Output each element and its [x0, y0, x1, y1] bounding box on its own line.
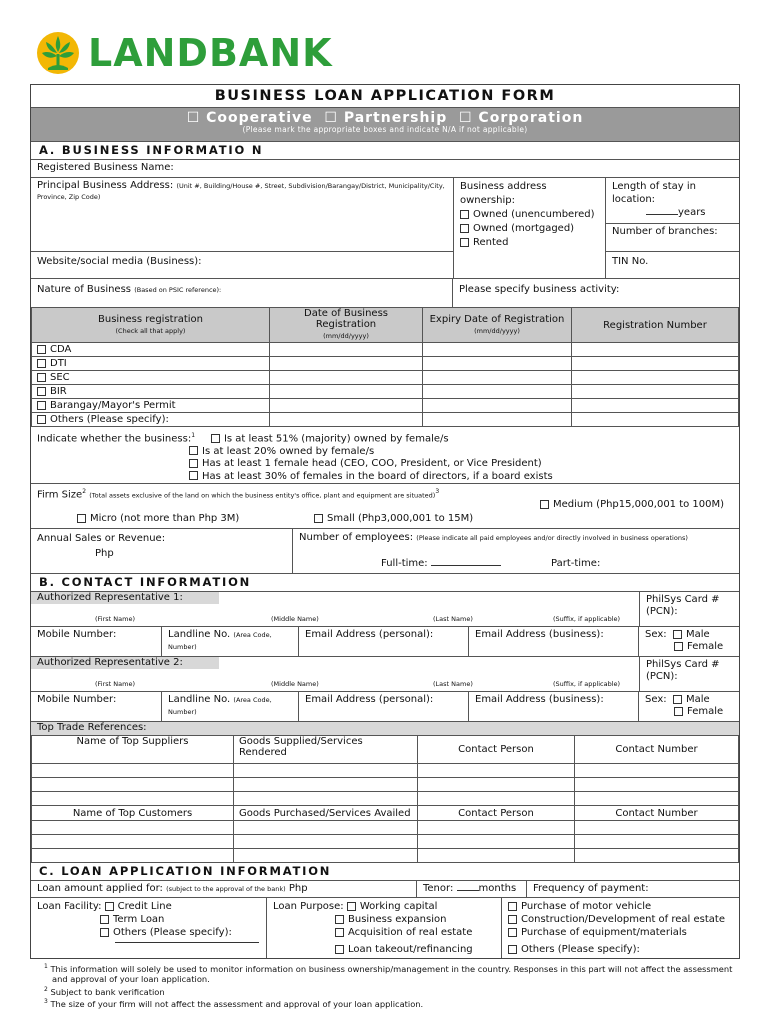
facility-option-others: Others (Please specify):: [113, 927, 232, 938]
nature-label: Nature of Business: [37, 284, 132, 295]
entity-checkbox-cooperative[interactable]: ☐: [186, 110, 207, 126]
reg-checkbox-dti[interactable]: [37, 359, 46, 368]
firm-option-micro: Micro (not more than Php 3M): [90, 513, 240, 524]
nature-hint: (Based on PSIC reference):: [134, 286, 222, 294]
ownership-checkbox-mortgaged[interactable]: [460, 224, 469, 233]
loan-application-form: [30, 84, 740, 959]
landbank-logo: [36, 28, 333, 78]
email-business-label: Email Address (business):: [475, 694, 604, 705]
rep2-landline-field[interactable]: [162, 692, 299, 721]
facility-checkbox-others[interactable]: [100, 928, 109, 937]
firm-checkbox-micro[interactable]: [77, 514, 86, 523]
reg-expiry-cell[interactable]: [423, 371, 572, 385]
supplier-header-name: Name of Top Suppliers: [32, 736, 234, 764]
annual-sales-field[interactable]: [31, 529, 293, 573]
table-row[interactable]: [32, 821, 739, 835]
entity-label-corporation: Corporation: [478, 110, 584, 126]
tenor-field[interactable]: [417, 881, 527, 897]
table-row[interactable]: [32, 778, 739, 792]
supplier-header-contact-person: Contact Person: [418, 736, 575, 764]
firm-checkbox-medium[interactable]: [540, 500, 549, 509]
tenor-label: Tenor:: [423, 883, 454, 894]
reg-header-number: Registration Number: [572, 308, 739, 343]
footnote-1: This information will solely be used to monitor information on business ownership/management in the country. Responses in this part will not affect the assessment and approval of your loan application.: [50, 963, 733, 985]
reg-number-cell[interactable]: [572, 357, 739, 371]
reg-date-cell[interactable]: [270, 357, 423, 371]
footnote-divider: [44, 958, 224, 959]
principal-address-field[interactable]: [31, 178, 453, 252]
loan-amount-label: Loan amount applied for:: [37, 883, 163, 894]
length-of-stay-label: Length of stay in location:: [612, 181, 696, 205]
rep1-email-business-field[interactable]: [469, 627, 639, 656]
firm-option-small: Small (Php3,000,001 to 15M): [327, 513, 474, 524]
table-row: [32, 399, 739, 413]
suppliers-table: [31, 735, 739, 863]
rep2-sex-group: [639, 692, 739, 721]
female-checkbox-board[interactable]: [189, 471, 198, 480]
mobile-label: Mobile Number:: [37, 629, 117, 640]
rep1-name-field[interactable]: [31, 592, 640, 626]
registration-table: [31, 307, 739, 427]
loan-amount-field[interactable]: [31, 881, 417, 897]
entity-checkbox-corporation[interactable]: ☐: [458, 110, 479, 126]
branches-label: Number of branches:: [612, 226, 718, 237]
sex-label: Sex:: [645, 694, 667, 705]
reg-expiry-cell[interactable]: [423, 413, 572, 427]
facility-option-term-loan: Term Loan: [113, 914, 165, 925]
entity-label-cooperative: Cooperative: [206, 110, 313, 126]
purpose-option-working-capital: Working capital: [359, 901, 438, 912]
last-name-hint: (Last Name): [433, 615, 473, 623]
female-label: Female: [687, 641, 724, 652]
customer-header-name: Name of Top Customers: [32, 806, 234, 821]
section-a-title: A. BUSINESS INFORMATIO N: [31, 142, 739, 160]
ownership-group: [454, 178, 606, 278]
female-checkbox-20[interactable]: [189, 446, 198, 455]
table-row: [32, 357, 739, 371]
employees-label: Number of employees:: [299, 532, 414, 543]
female-option-20: Is at least 20% owned by female/s: [202, 445, 375, 457]
table-row: [32, 343, 739, 357]
male-label: Male: [685, 694, 710, 705]
firm-checkbox-small[interactable]: [314, 514, 323, 523]
purpose-checkbox-others[interactable]: [508, 945, 517, 954]
reg-expiry-cell[interactable]: [423, 357, 572, 371]
email-personal-label: Email Address (personal):: [305, 629, 434, 640]
reg-number-cell[interactable]: [572, 371, 739, 385]
female-checkbox-head[interactable]: [189, 459, 198, 468]
purpose-option-real-estate: Acquisition of real estate: [348, 927, 473, 938]
landline-hint: (Area Code, Number): [168, 696, 272, 716]
customer-header-contact-person: Contact Person: [418, 806, 575, 821]
full-time-field[interactable]: Full-time:: [381, 557, 501, 571]
rep2-female-checkbox[interactable]: [674, 707, 683, 716]
website-label: Website/social media (Business):: [37, 256, 202, 267]
purpose-checkbox-motor-vehicle[interactable]: [508, 902, 517, 911]
ownership-option-unencumbered: Owned (unencumbered): [473, 209, 595, 220]
annual-sales-label: Annual Sales or Revenue:: [37, 533, 166, 544]
purpose-option-refinancing: Loan takeout/refinancing: [348, 944, 473, 955]
ownership-option-mortgaged: Owned (mortgaged): [473, 223, 575, 234]
rep2-email-personal-field[interactable]: [299, 692, 469, 721]
purpose-checkbox-expansion[interactable]: [335, 915, 344, 924]
customer-header-goods: Goods Purchased/Services Availed: [234, 806, 418, 821]
facility-option-credit-line: Credit Line: [117, 901, 172, 912]
purpose-checkbox-real-estate[interactable]: [335, 928, 344, 937]
employees-hint: (Please indicate all paid employees and/or directly involved in business operations): [416, 534, 688, 542]
reg-date-cell[interactable]: [270, 371, 423, 385]
reg-header-registration: Business registration (Check all that apply): [32, 308, 270, 343]
form-title: BUSINESS LOAN APPLICATION FORM: [31, 85, 739, 108]
footnote-3: The size of your firm will not affect the assessment and approval of your loan application.: [50, 998, 424, 1009]
entity-type-bar: [31, 108, 739, 142]
reg-item-sec: SEC: [50, 372, 70, 383]
rep1-landline-field[interactable]: [162, 627, 299, 656]
business-activity-field[interactable]: [453, 279, 739, 307]
last-name-hint: (Last Name): [433, 680, 473, 688]
reg-number-cell[interactable]: [572, 343, 739, 357]
reg-item-barangay: Barangay/Mayor's Permit: [50, 400, 176, 411]
middle-name-hint: (Middle Name): [271, 680, 319, 688]
reg-date-cell[interactable]: [270, 413, 423, 427]
trade-references-label: Top Trade References:: [31, 722, 739, 736]
table-row[interactable]: [32, 835, 739, 849]
reg-date-cell[interactable]: [270, 343, 423, 357]
reg-number-cell[interactable]: [572, 399, 739, 413]
part-time-field[interactable]: Part-time:: [551, 558, 601, 569]
middle-name-hint: (Middle Name): [271, 615, 319, 623]
branches-field[interactable]: [606, 224, 739, 252]
email-personal-label: Email Address (personal):: [305, 694, 434, 705]
first-name-hint: (First Name): [95, 615, 135, 623]
female-checkbox-51[interactable]: [211, 434, 220, 443]
suffix-hint: (Suffix, if applicable): [553, 680, 621, 688]
entity-note: (Please mark the appropriate boxes and indicate N/A if not applicable): [242, 125, 528, 134]
rep1-female-checkbox[interactable]: [674, 642, 683, 651]
firm-size-group: Firm Size$^2$ (Total assets exclusive of the land on which the business entity's office, plant and equipment are situated)$^3$ Micro (not more than Php 3M) Small (Php3,000,001 to 15M) Medium (Php15,000,001 to 100M): [37, 488, 725, 524]
table-row[interactable]: [32, 764, 739, 778]
purpose-checkbox-construction[interactable]: [508, 915, 517, 924]
philsys-label: PhilSys Card # (PCN):: [646, 659, 720, 682]
registered-name-field[interactable]: [31, 160, 739, 177]
reg-date-cell[interactable]: [270, 399, 423, 413]
reg-header-expiry: Expiry Date of Registration (mm/dd/yyyy): [423, 308, 572, 343]
purpose-checkbox-refinancing[interactable]: [335, 945, 344, 954]
section-c-title: C. LOAN APPLICATION INFORMATION: [31, 862, 739, 881]
ownership-label: Business address ownership:: [460, 181, 547, 206]
years-label: years: [678, 207, 706, 218]
landline-label: Landline No.: [168, 629, 231, 640]
first-name-hint: (First Name): [95, 680, 135, 688]
reg-checkbox-bir[interactable]: [37, 387, 46, 396]
loan-purpose-left-group: [267, 898, 502, 958]
purpose-checkbox-equipment[interactable]: [508, 928, 517, 937]
principal-address-hint: (Unit #, Building/House #, Street, Subdivision/Barangay/District, Municipality/City, Province, Zip Code): [37, 182, 445, 201]
purpose-checkbox-working-capital[interactable]: [347, 902, 356, 911]
female-option-board: Has at least 30% of females in the board of directors, if a board exists: [202, 470, 553, 482]
facility-label: Loan Facility:: [37, 901, 102, 912]
male-label: Male: [685, 629, 710, 640]
reg-checkbox-barangay[interactable]: [37, 401, 46, 410]
table-row: [32, 413, 739, 427]
loan-facility-group: [31, 898, 267, 958]
website-field[interactable]: [31, 252, 453, 278]
sex-label: Sex:: [645, 629, 667, 640]
email-business-label: Email Address (business):: [475, 629, 604, 640]
firm-size-label: Firm Size: [37, 489, 83, 501]
reg-date-cell[interactable]: [270, 385, 423, 399]
facility-checkbox-credit-line[interactable]: [105, 902, 114, 911]
purpose-option-construction: Construction/Development of real estate: [521, 914, 725, 925]
ownership-checkbox-unencumbered[interactable]: [460, 210, 469, 219]
supplier-header-contact-number: Contact Number: [575, 736, 739, 764]
tin-label: TIN No.: [612, 256, 649, 267]
rep2-label: Authorized Representative 2:: [31, 657, 219, 669]
reg-number-cell[interactable]: [572, 385, 739, 399]
entity-label-partnership: Partnership: [343, 110, 448, 126]
facility-others-input[interactable]: [115, 942, 259, 943]
reg-item-cda: CDA: [50, 344, 72, 355]
rep2-male-checkbox[interactable]: [673, 695, 682, 704]
length-of-stay-field[interactable]: [606, 178, 739, 224]
table-row: [32, 385, 739, 399]
loan-php-label: Php: [288, 883, 308, 894]
purpose-option-equipment: Purchase of equipment/materials: [521, 927, 687, 938]
rep1-sex-group: [639, 627, 739, 656]
indicate-label: Indicate whether the business:: [37, 433, 192, 445]
frequency-label: Frequency of payment:: [533, 883, 649, 894]
purpose-label: Loan Purpose:: [273, 901, 344, 912]
brand-name: LANDBANK: [88, 31, 333, 75]
rep1-email-personal-field[interactable]: [299, 627, 469, 656]
landline-label: Landline No.: [168, 694, 231, 705]
registered-name-label: Registered Business Name:: [37, 162, 174, 173]
months-label: months: [478, 883, 517, 894]
reg-item-bir: BIR: [50, 386, 67, 397]
landline-hint: (Area Code, Number): [168, 631, 272, 651]
reg-item-others: Others (Please specify):: [50, 414, 169, 425]
landbank-emblem-icon: [36, 30, 80, 76]
reg-expiry-cell[interactable]: [423, 385, 572, 399]
footnotes: $^1$ This information will solely be used to monitor information on business ownership/management in the country. Responses in this part will not affect the assessment and approval of your loan application. $^2$ Subject to bank verification $^3$ The size of your firm will not affect the assessment and approval of your loan application.: [44, 963, 733, 1009]
rep2-name-field[interactable]: [31, 657, 640, 691]
reg-checkbox-cda[interactable]: [37, 345, 46, 354]
reg-expiry-cell[interactable]: [423, 343, 572, 357]
loan-amount-hint: (subject to the approval of the bank): [166, 885, 286, 893]
facility-checkbox-term-loan[interactable]: [100, 915, 109, 924]
entity-checkbox-partnership[interactable]: ☐: [324, 110, 344, 126]
reg-checkbox-others[interactable]: [37, 415, 46, 424]
firm-option-medium: Medium (Php15,000,001 to 100M): [553, 499, 725, 510]
mobile-label: Mobile Number:: [37, 694, 117, 705]
loan-purpose-right-group: [502, 898, 739, 958]
tin-field[interactable]: [606, 252, 739, 278]
firm-size-hint: (Total assets exclusive of the land on which the business entity's office, plant and equipment are situated): [89, 491, 436, 500]
php-label: Php: [95, 548, 114, 559]
rep2-mobile-field[interactable]: [31, 692, 162, 721]
rep1-philsys-field[interactable]: [640, 592, 739, 626]
reg-item-dti: DTI: [50, 358, 67, 369]
purpose-option-expansion: Business expansion: [348, 914, 447, 925]
customer-header-contact-number: Contact Number: [575, 806, 739, 821]
female-option-51: Is at least 51% (majority) owned by female/s: [223, 433, 449, 445]
suffix-hint: (Suffix, if applicable): [553, 615, 621, 623]
philsys-label: PhilSys Card # (PCN):: [646, 594, 720, 617]
reg-checkbox-sec[interactable]: [37, 373, 46, 382]
reg-header-date: Date of Business Registration (mm/dd/yyyy): [270, 308, 423, 343]
rep1-male-checkbox[interactable]: [673, 630, 682, 639]
female-label: Female: [687, 706, 724, 717]
table-row[interactable]: [32, 849, 739, 863]
table-row: [32, 371, 739, 385]
table-row[interactable]: [32, 792, 739, 806]
employees-group: [293, 529, 739, 573]
female-option-head: Has at least 1 female head (CEO, COO, President, or Vice President): [202, 458, 542, 470]
rep2-email-business-field[interactable]: [469, 692, 639, 721]
purpose-option-others: Others (Please specify):: [521, 944, 640, 955]
rep1-label: Authorized Representative 1:: [31, 592, 219, 604]
rep2-philsys-field[interactable]: [640, 657, 739, 691]
section-b-title: B. CONTACT INFORMATION: [31, 574, 739, 592]
supplier-header-goods: Goods Supplied/Services Rendered: [234, 736, 418, 764]
nature-of-business-field[interactable]: [31, 279, 453, 307]
ownership-checkbox-rented[interactable]: [460, 238, 469, 247]
ownership-option-rented: Rented: [473, 237, 509, 248]
frequency-field[interactable]: [527, 881, 739, 897]
purpose-option-motor-vehicle: Purchase of motor vehicle: [521, 901, 652, 912]
footnote-2: Subject to bank verification: [50, 986, 165, 997]
principal-address-label: Principal Business Address:: [37, 180, 174, 191]
activity-label: Please specify business activity:: [459, 284, 620, 295]
reg-number-cell[interactable]: [572, 413, 739, 427]
reg-expiry-cell[interactable]: [423, 399, 572, 413]
female-ownership-group: Indicate whether the business:$^1$ Is at least 51% (majority) owned by female/s Is at least 20% owned by female/s Has at least 1 female head (CEO, COO, President, or Vice President) Has at least 30% of females in the board of directors, if a board exists: [37, 432, 553, 482]
rep1-mobile-field[interactable]: [31, 627, 162, 656]
